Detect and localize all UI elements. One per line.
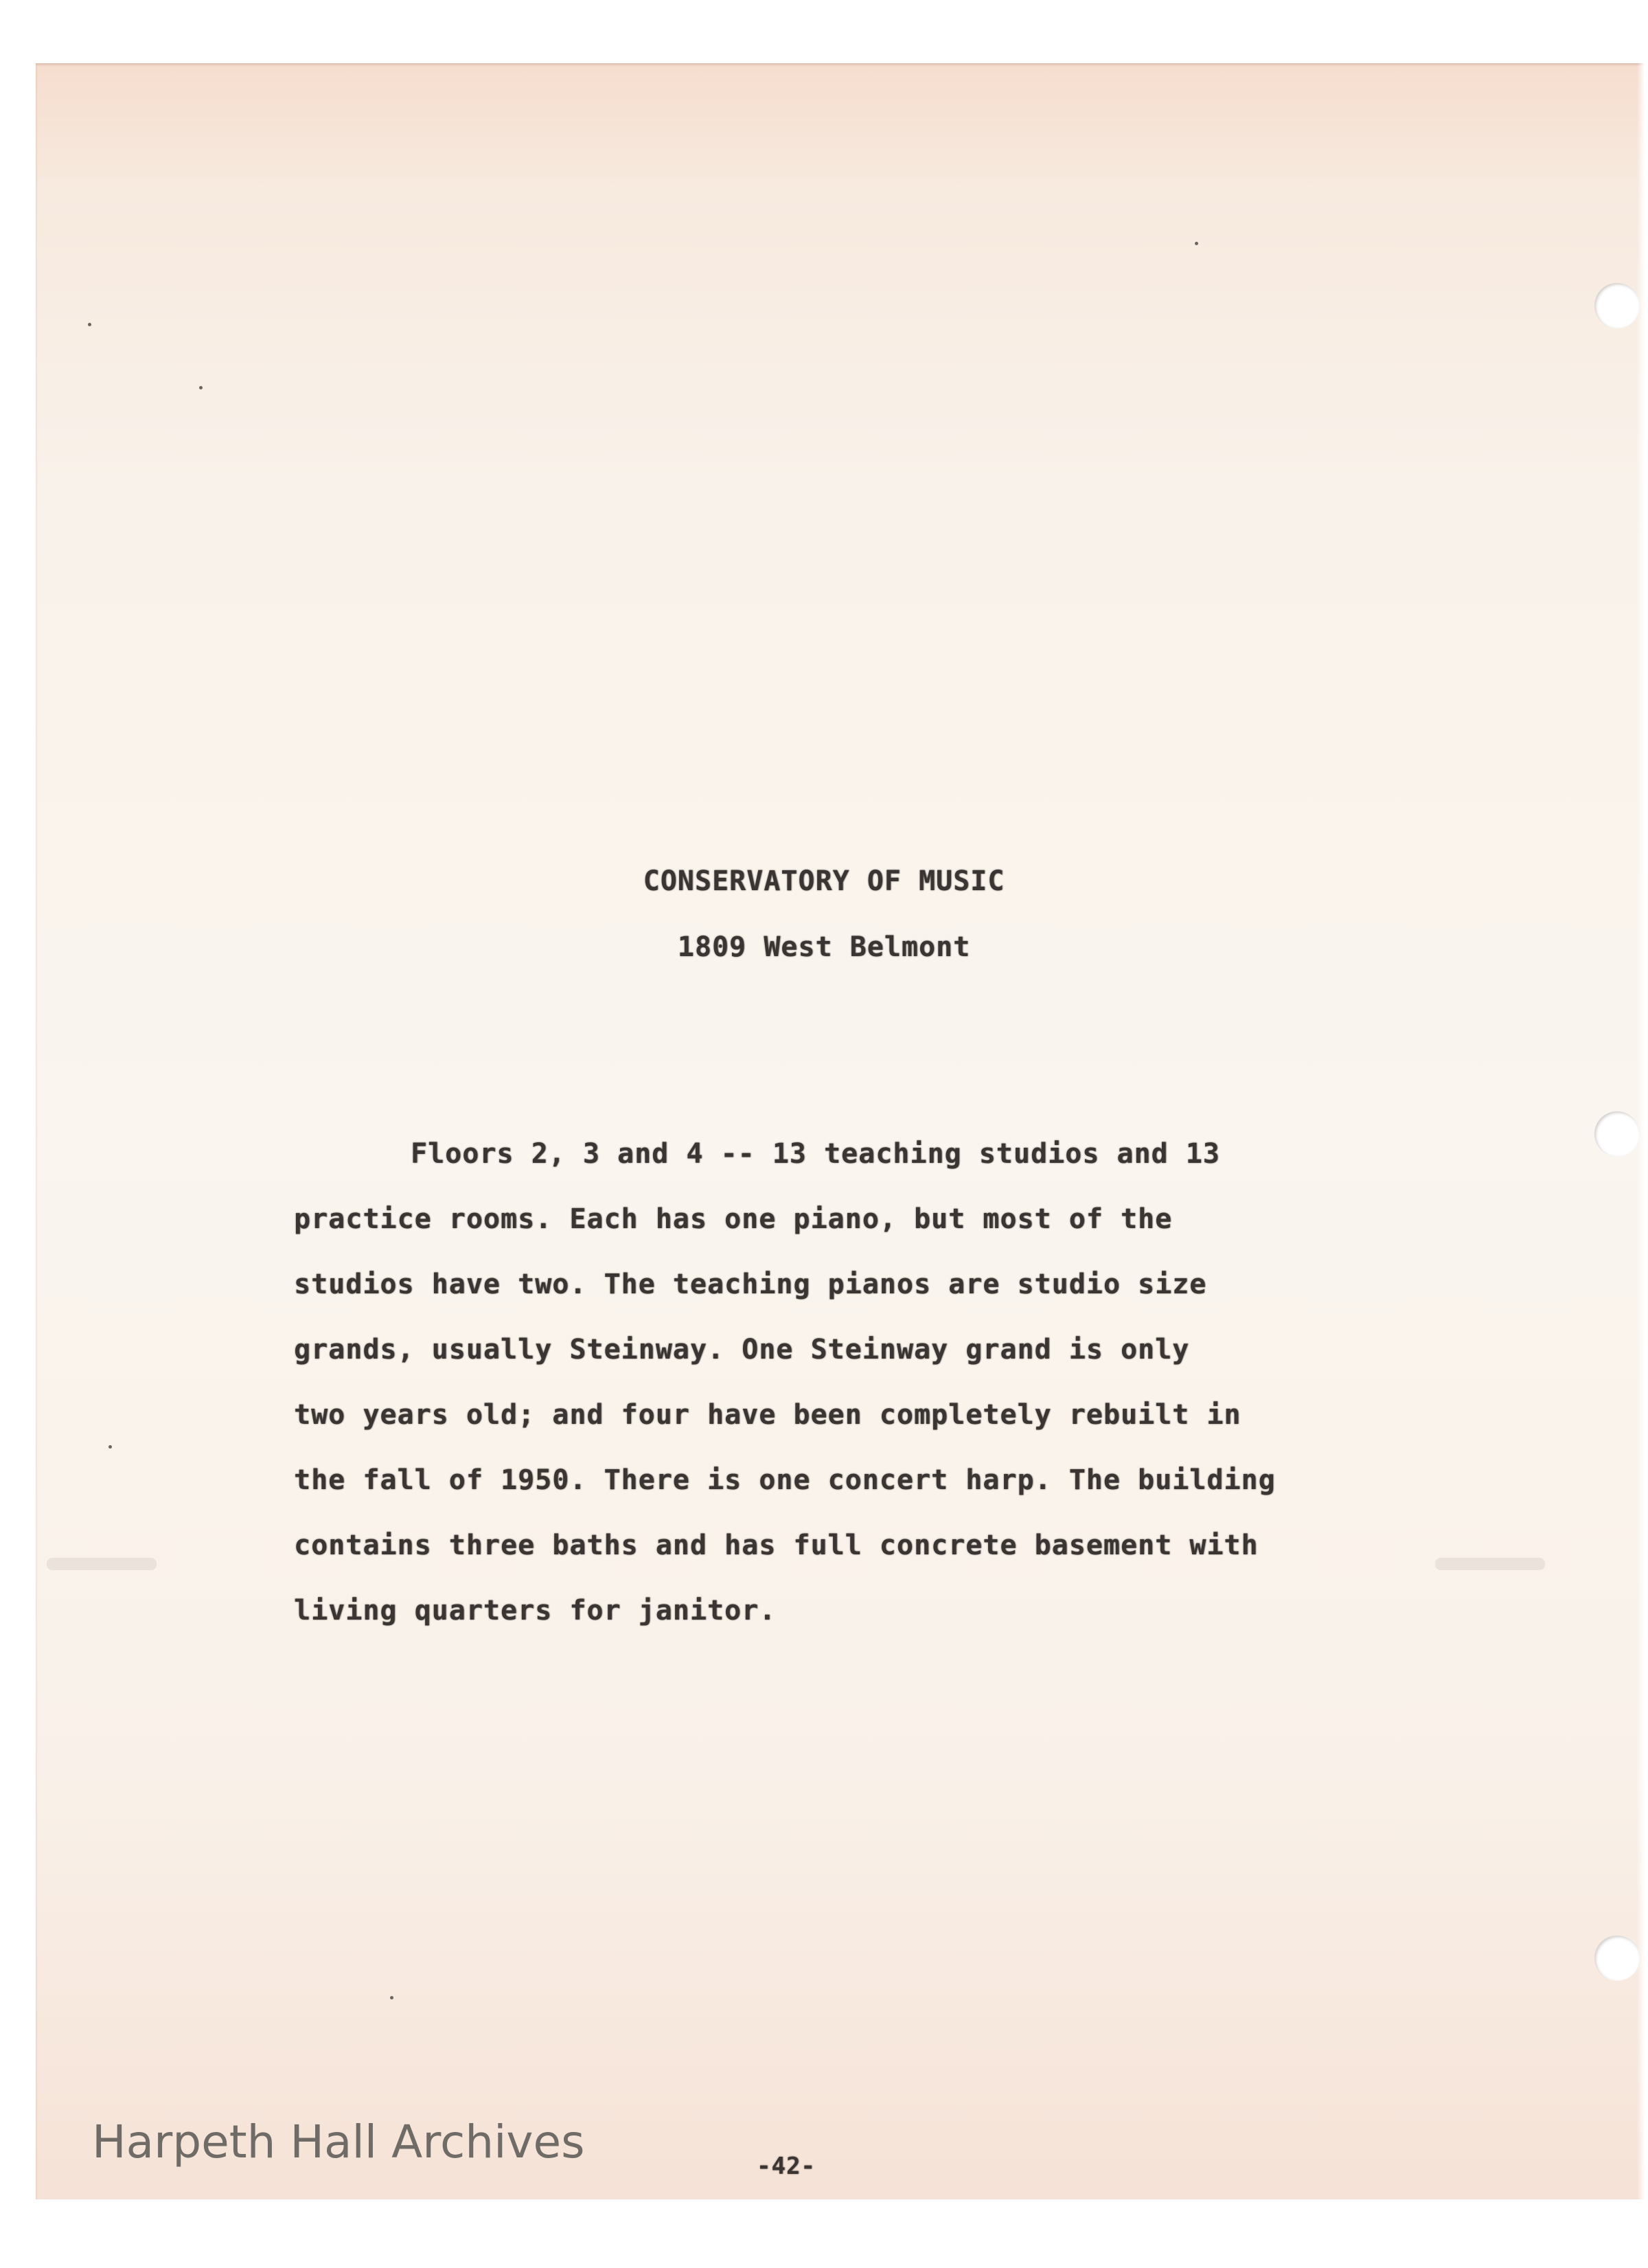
document-address: 1809 West Belmont	[677, 931, 971, 963]
body-line: two years old; and four have been completely rebuilt in	[294, 1399, 1241, 1431]
document-title: CONSERVATORY OF MUSIC	[643, 865, 1005, 897]
punch-hole-top	[1594, 283, 1640, 328]
body-line: studios have two. The teaching pianos are studio size	[294, 1269, 1207, 1300]
body-line: practice rooms. Each has one piano, but most of the	[294, 1203, 1173, 1235]
archive-watermark: Harpeth Hall Archives	[92, 2116, 585, 2168]
paper-speck	[1195, 242, 1198, 245]
punch-hole-bottom	[1594, 1936, 1640, 1981]
paper-speck	[88, 323, 91, 326]
body-line: living quarters for janitor.	[294, 1595, 777, 1626]
paper-sheet	[36, 63, 1648, 2199]
document-body	[294, 1133, 1475, 1655]
paper-speck	[390, 1996, 393, 1999]
paper-speck	[108, 1445, 112, 1449]
paper-speck	[199, 386, 203, 389]
body-line: the fall of 1950. There is one concert harp. The building	[294, 1464, 1276, 1496]
body-line: contains three baths and has full concrete basement with	[294, 1530, 1259, 1561]
page-number: -42-	[757, 2153, 816, 2180]
paper-smudge	[47, 1558, 157, 1570]
body-line: Floors 2, 3 and 4 -- 13 teaching studios and 13	[411, 1138, 1220, 1170]
punch-hole-middle	[1594, 1111, 1640, 1157]
body-line: grands, usually Steinway. One Steinway grand is only	[294, 1334, 1190, 1365]
